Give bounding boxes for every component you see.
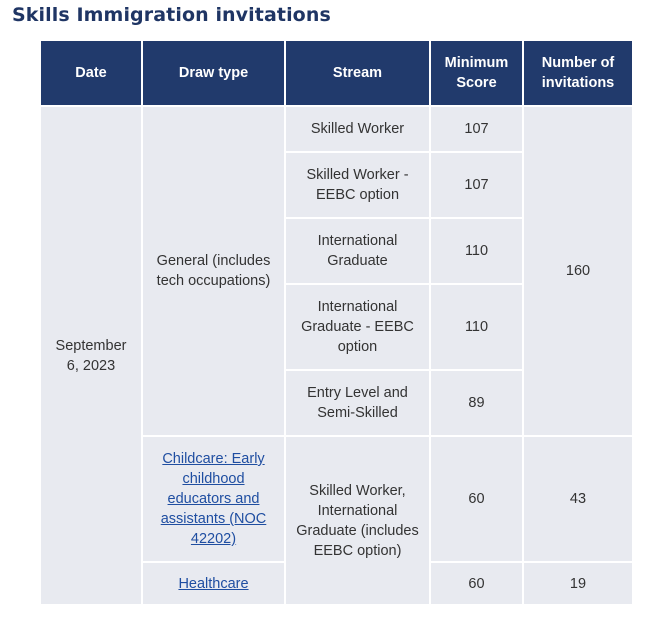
stream-cell: Skilled Worker - EEBC option [285,152,430,218]
stream-cell: International Graduate - EEBC option [285,284,430,370]
draw-type-childcare [142,436,285,562]
stream-cell: Skilled Worker [285,106,430,152]
score-cell: 110 [430,218,523,284]
score-cell: 60 [430,436,523,562]
draw-type-healthcare [142,562,285,605]
healthcare-link[interactable]: Healthcare [178,575,249,592]
page-title: Skills Immigration invitations [12,4,331,26]
stream-cell: International Graduate [285,218,430,284]
header-date: Date [40,40,142,106]
score-cell: 110 [430,284,523,370]
date-cell: September 6, 2023 [40,106,142,605]
invitations-general: 160 [523,106,633,436]
table-header-row [40,40,633,106]
header-draw-type: Draw type [142,40,285,106]
draw-type-general: General (includes tech occupations) [142,106,285,436]
invitations-childcare: 43 [523,436,633,562]
score-cell: 89 [430,370,523,436]
table-row [40,106,633,152]
childcare-link[interactable]: Childcare: Early childhood educators and assistants (NOC 42202) [160,451,267,547]
stream-cell: Entry Level and Semi-Skilled [285,370,430,436]
header-number-of-invitations: Number of invitations [523,40,633,106]
invitations-table [39,39,634,606]
header-stream: Stream [285,40,430,106]
score-cell: 107 [430,152,523,218]
score-cell: 107 [430,106,523,152]
header-minimum-score: Minimum Score [430,40,523,106]
stream-childcare-healthcare: Skilled Worker, International Graduate (includes EEBC option) [285,436,430,605]
invitations-healthcare: 19 [523,562,633,605]
score-cell: 60 [430,562,523,605]
